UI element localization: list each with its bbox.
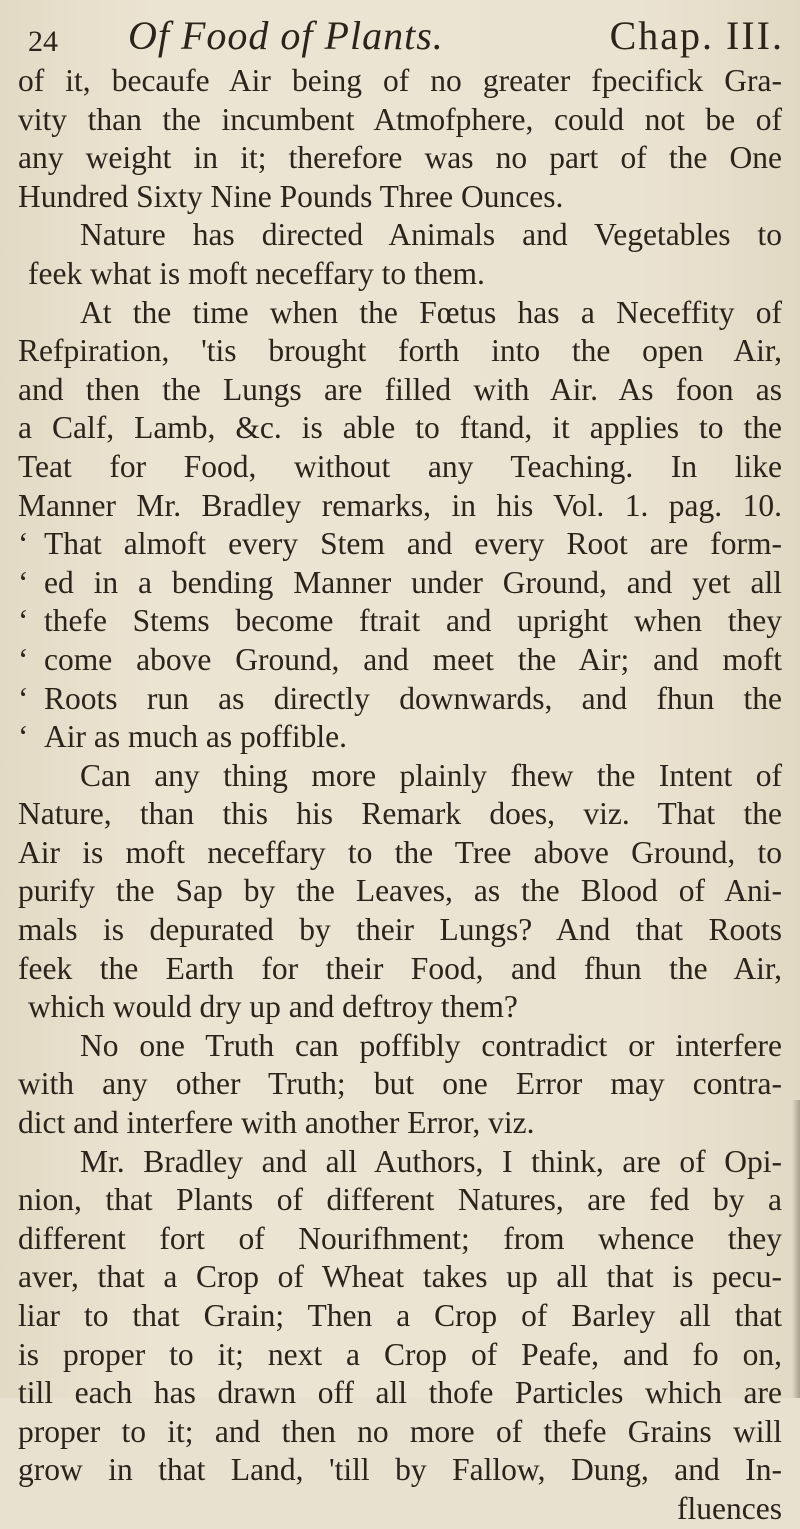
text-line	[18, 1490, 782, 1529]
text-line	[18, 1374, 782, 1413]
line-text: fluences	[677, 1490, 782, 1526]
text-line	[18, 1181, 782, 1220]
text-line	[18, 409, 782, 448]
quote-mark: ‘	[18, 564, 29, 600]
line-text: Mr. Bradley and all Authors, I think, are of Opi-	[80, 1143, 782, 1179]
line-text: Air is moft neceffary to the Tree above Ground, to	[18, 834, 782, 870]
text-line	[18, 911, 782, 950]
line-text: thefe Stems become ftrait and upright when they	[44, 603, 782, 639]
line-text: That almoft every Stem and every Root are form-	[44, 526, 782, 562]
line-text: till each has drawn off all thofe Particles which are	[18, 1375, 782, 1411]
text-line	[18, 178, 782, 217]
text-line	[18, 872, 782, 911]
line-text: which would dry up and deftroy them?	[28, 989, 518, 1025]
quote-mark: ‘	[18, 526, 29, 562]
text-line	[18, 1104, 782, 1143]
line-text: mals is depurated by their Lungs? And that Roots	[18, 912, 782, 948]
line-text: Air as much as poffible.	[44, 719, 347, 755]
body-text	[18, 62, 782, 1529]
line-text: Manner Mr. Bradley remarks, in his Vol. 1. pag. 10.	[18, 487, 782, 523]
line-text: nion, that Plants of different Natures, are fed by a	[18, 1182, 782, 1218]
line-text: Nature, than this his Remark does, viz. That the	[18, 796, 782, 832]
page-number: 24	[28, 25, 58, 58]
line-text: aver, that a Crop of Wheat takes up all that is pecu-	[18, 1259, 782, 1295]
text-line	[18, 602, 782, 641]
text-line	[18, 101, 782, 140]
chapter-label: Chap. III.	[609, 13, 784, 58]
running-header	[28, 10, 788, 62]
text-line	[18, 834, 782, 873]
line-text: proper to it; and then no more of thefe Grains will	[18, 1413, 782, 1449]
line-text: Teat for Food, without any Teaching. In like	[18, 448, 782, 484]
line-text: different fort of Nourifhment; from whence they	[18, 1220, 782, 1256]
line-text: of it, becaufe Air being of no greater fpecifick Gra-	[18, 63, 782, 98]
text-line	[18, 525, 782, 564]
text-line	[18, 757, 782, 796]
quote-mark: ‘	[18, 603, 29, 639]
text-line	[18, 1065, 782, 1104]
line-text: Roots run as directly downwards, and fhun the	[44, 680, 782, 716]
line-text: come above Ground, and meet the Air; and moft	[44, 641, 782, 677]
text-line	[18, 448, 782, 487]
text-line	[18, 216, 782, 255]
text-line	[18, 332, 782, 371]
quote-mark: ‘	[18, 641, 29, 677]
text-line	[18, 1027, 782, 1066]
line-text: feek what is moft neceffary to them.	[28, 255, 485, 291]
text-line	[18, 139, 782, 178]
line-text: purify the Sap by the Leaves, as the Blood of Ani-	[18, 873, 782, 909]
text-line	[18, 294, 782, 333]
text-line	[18, 988, 782, 1027]
line-text: grow in that Land, 'till by Fallow, Dung, and In-	[18, 1452, 782, 1488]
line-text: is proper to it; next a Crop of Peafe, and fo on,	[18, 1336, 782, 1372]
line-text: Hundred Sixty Nine Pounds Three Ounces.	[18, 178, 564, 214]
quote-mark: ‘	[18, 719, 29, 755]
line-text: Can any thing more plainly fhew the Intent of	[80, 757, 782, 793]
line-text: with any other Truth; but one Error may contra-	[18, 1066, 782, 1102]
line-text: feek the Earth for their Food, and fhun the Air,	[18, 950, 782, 986]
text-line	[18, 564, 782, 603]
line-text: Refpiration, 'tis brought forth into the open Air,	[18, 333, 782, 369]
text-line	[18, 680, 782, 719]
line-text: a Calf, Lamb, &c. is able to ftand, it applies to the	[18, 410, 782, 446]
text-line	[18, 950, 782, 989]
line-text: and then the Lungs are filled with Air. As foon as	[18, 371, 782, 407]
line-text: dict and interfere with another Error, viz.	[18, 1105, 535, 1141]
text-line	[18, 62, 782, 101]
text-line	[18, 487, 782, 526]
text-line	[18, 641, 782, 680]
text-line	[18, 255, 782, 294]
line-text: At the time when the Fœtus has a Neceffity of	[80, 294, 782, 330]
text-line	[18, 718, 782, 757]
line-text: ed in a bending Manner under Ground, and yet all	[44, 564, 782, 600]
text-line	[18, 1220, 782, 1259]
text-line	[18, 1258, 782, 1297]
line-text: vity than the incumbent Atmofphere, could not be of	[18, 101, 782, 137]
text-line	[18, 1451, 782, 1490]
text-line	[18, 1336, 782, 1375]
page-edge-shadow	[792, 1100, 800, 1398]
line-text: No one Truth can poffibly contradict or interfere	[80, 1027, 782, 1063]
text-line	[18, 1413, 782, 1452]
text-line	[18, 795, 782, 834]
quote-mark: ‘	[18, 680, 29, 716]
running-title: Of Food of Plants.	[128, 13, 444, 58]
line-text: any weight in it; therefore was no part of the One	[18, 140, 782, 176]
line-text: Nature has directed Animals and Vegetables to	[80, 217, 782, 253]
text-line	[18, 1143, 782, 1182]
text-line	[18, 371, 782, 410]
line-text: liar to that Grain; Then a Crop of Barley all that	[18, 1298, 782, 1333]
text-line	[18, 1297, 782, 1336]
